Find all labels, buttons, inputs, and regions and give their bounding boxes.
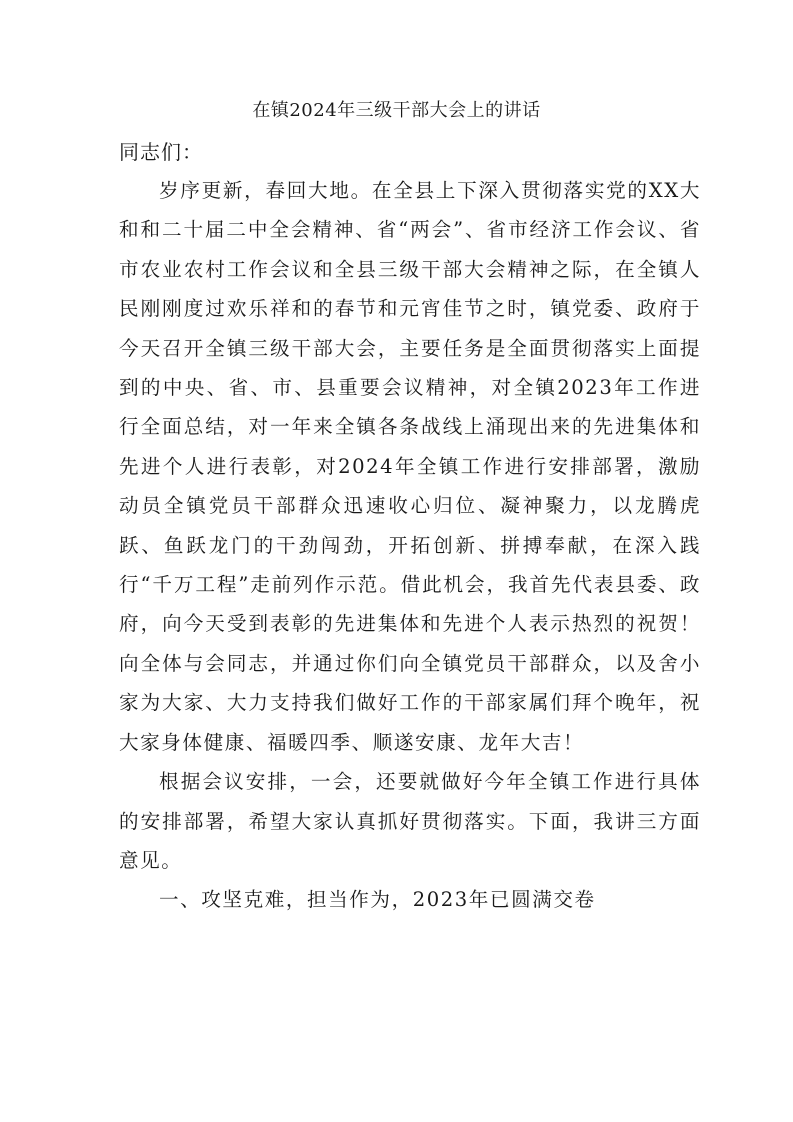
paragraph-opening: 岁序更新，春回大地。在全县上下深入贯彻落实党的XX大和和二十届二中全会精神、省“两会”、省市经济工作会议、省市农业农村工作会议和全县三级干部大会精神之际，在全镇人民刚刚度过欢乐祥和的春节和元宵佳节之时，镇党委、政府于今天召开全镇三级干部大会，主要任务是全面贯彻落实上面提到的中央、省、市、县重要会议精神，对全镇2023年工作进行全面总结，对一年来全镇各条战线上涌现出来的先进集体和先进个人进行表彰，对2024年全镇工作进行安排部署，激励动员全镇党员干部群众迅速收心归位、凝神聚力，以龙腾虎跃、鱼跃龙门的干劲闯劲，开拓创新、拼搏奉献，在深入践行“千万工程”走前列作示范。借此机会，我首先代表县委、政府，向今天受到表彰的先进集体和先进个人表示热烈的祝贺！向全体与会同志，并通过你们向全镇党员干部群众，以及舍小家为大家、大力支持我们做好工作的干部家属们拜个晚年，祝大家身体健康、福暖四季、顺遂安康、龙年大吉！ [119,179,701,754]
document-body [119,171,701,920]
salutation: 同志们： [119,140,203,164]
paragraph-arrangement: 根据会议安排，一会，还要就做好今年全镇工作进行具体的安排部署，希望大家认真抓好贯彻落实。下面，我讲三方面意见。 [119,770,701,872]
section-heading-one: 一、攻坚克难，担当作为，2023年已圆满交卷 [159,888,596,912]
document-title: 在镇2024年三级干部大会上的讲话 [252,100,541,121]
